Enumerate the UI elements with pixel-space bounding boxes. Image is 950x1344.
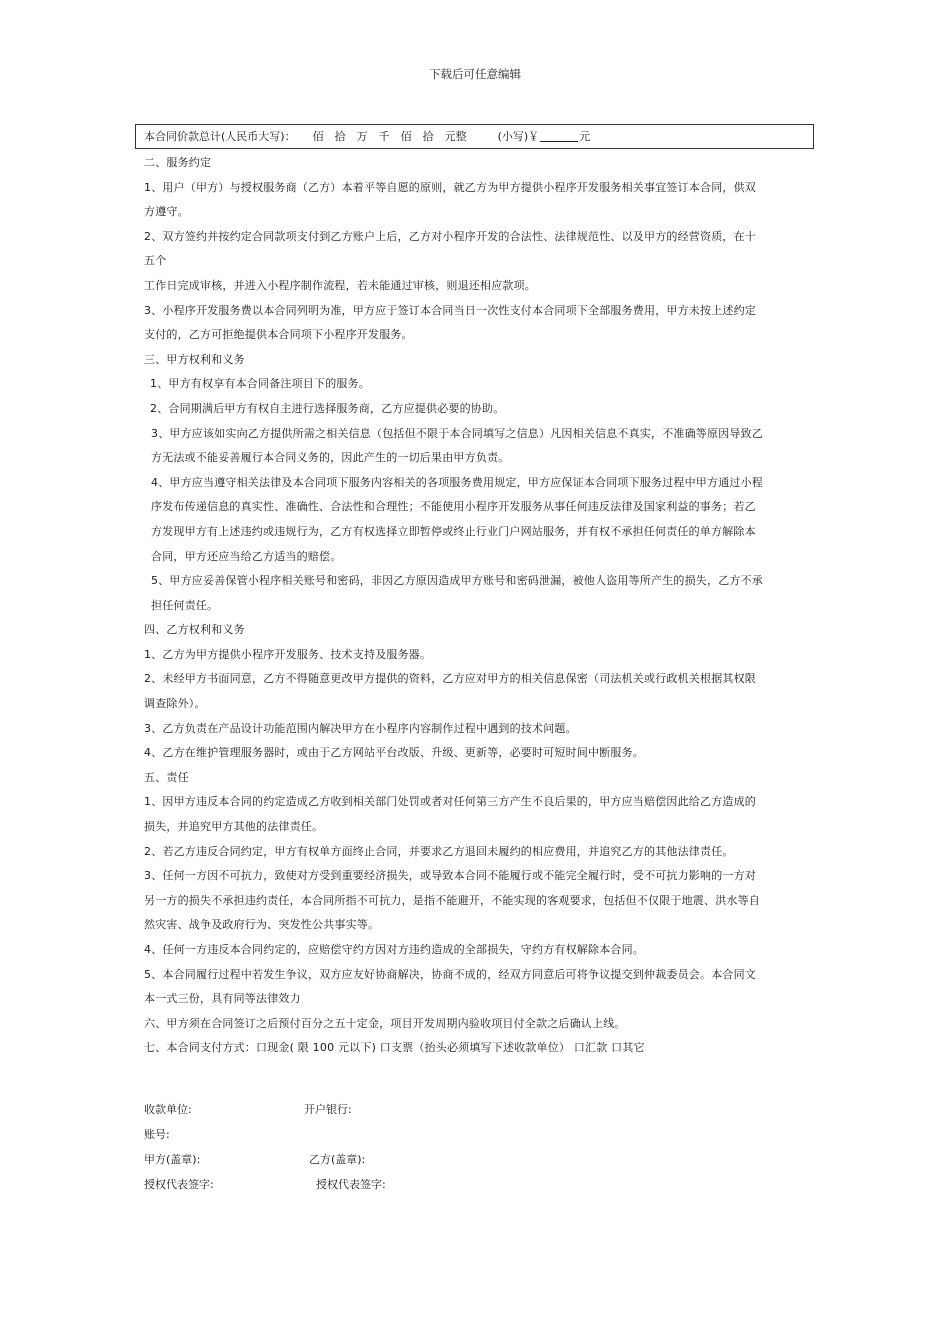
price-blank-field[interactable]: [540, 127, 578, 142]
contract-line: 2、合同期满后甲方有权自主进行选择服务商，乙方应提供必要的协助。: [150, 401, 505, 415]
contract-line: 3、任何一方因不可抗力，致使对方受到重要经济损失，或导致本合同不能履行或不能完全履行时，受不可抗力影响的一方对: [144, 869, 756, 883]
contract-line: 损失，并追究甲方其他的法律责任。: [144, 820, 324, 834]
contract-line: 3、小程序开发服务费以本合同列明为准，甲方应于签订本合同当日一次性支付本合同项下全部服务费用，甲方未按上述约定: [144, 303, 756, 317]
contract-line: 六、甲方须在合同签订之后预付百分之五十定金，项目开发周期内验收项目付全款之后确认上线。: [144, 1016, 626, 1030]
price-label: 本合同价款总计(人民币大写)：: [144, 130, 296, 143]
contract-line: 四、乙方权利和义务: [144, 623, 245, 637]
payee-label: 收款单位:: [144, 1103, 192, 1116]
contract-line: 另一方的损失不承担违约责任，本合同所指不可抗力，是指不能避开，不能实现的客观要求，包括但不仅限于地震、洪水等自: [144, 893, 760, 907]
contract-line: 七、本合同支付方式：口现金( 限 100 元以下) 口支票（抬头必须填写下述收款单位） 口汇款 口其它: [144, 1041, 645, 1055]
contract-line: 合同，甲方还应当给乙方适当的赔偿。: [151, 549, 342, 563]
party-a-seal-label: 甲方(盖章):: [144, 1153, 201, 1166]
contract-line: 1、甲方有权享有本合同备注项目下的服务。: [150, 377, 370, 391]
contract-line: 支付的，乙方可拒绝提供本合同项下小程序开发服务。: [144, 328, 413, 342]
contract-line: 序发布传递信息的真实性、准确性、合法性和合理性；不能使用小程序开发服务从事任何违反法律及国家利益的事务；若乙: [151, 500, 756, 514]
contract-line: 二、服务约定: [144, 156, 212, 169]
contract-line: 4、甲方应当遵守相关法律及本合同项下服务内容相关的各项服务费用规定，甲方应保证本合同项下服务过程中甲方通过小程: [151, 475, 763, 489]
contract-line: 方无法或不能妥善履行本合同义务的，因此产生的一切后果由甲方负责。: [151, 451, 510, 465]
contract-line: 3、乙方负责在产品设计功能范围内解决甲方在小程序内容制作过程中遇到的技术问题。: [144, 721, 577, 735]
price-small-label: (小写)￥: [497, 130, 540, 143]
contract-line: 1、用户（甲方）与授权服务商（乙方）本着平等自愿的原则，就乙方为甲方提供小程序开发服务相关事宜签订本合同，供双: [144, 180, 756, 194]
contract-line: 4、乙方在维护管理服务器时，或由于乙方网站平台改版、升级、更新等，必要时可短时间中断服务。: [144, 746, 644, 760]
contract-line: 工作日完成审核，并进入小程序制作流程，若未能通过审核，则退还相应款项。: [144, 278, 536, 292]
contract-line: 然灾害、战争及政府行为、突发性公共事实等。: [144, 918, 380, 932]
account-label: 账号:: [144, 1128, 170, 1141]
contract-line: 担任何责任。: [151, 598, 219, 612]
contract-line: 五、责任: [144, 770, 189, 784]
contract-line: 1、因甲方违反本合同的约定造成乙方收到相关部门处罚或者对任何第三方产生不良后果的，甲方应当赔偿因此给乙方造成的: [144, 795, 756, 809]
contract-line: 调查除外）。: [144, 697, 206, 711]
contract-line: 2、双方签约并按约定合同款项支付到乙方账户上后，乙方对小程序开发的合法性、法律规范性、以及甲方的经营资质，在十: [144, 229, 756, 243]
contract-line: 方发现甲方有上述违约或违规行为，乙方有权选择立即暂停或终止行业门户网站服务，并有权不承担任何责任的单方解除本: [151, 524, 756, 538]
contract-line: 三、甲方权利和义务: [144, 352, 245, 366]
contract-line: 4、任何一方违反本合同约定的，应赔偿守约方因对方违约造成的全部损失，守约方有权解除本合同。: [144, 943, 644, 956]
contract-line: 2、若乙方违反合同约定，甲方有权单方面终止合同，并要求乙方退回未履约的相应费用，并追究乙方的其他法律责任。: [144, 844, 734, 858]
contract-price-box: [135, 124, 814, 149]
contract-line: 1、乙方为甲方提供小程序开发服务、技术支持及服务器。: [144, 647, 432, 661]
contract-line: 方遵守。: [144, 205, 189, 219]
price-yuan: 元: [579, 130, 591, 143]
bank-label: 开户银行:: [304, 1103, 352, 1116]
party-b-seal-label: 乙方(盖章):: [309, 1153, 366, 1166]
contract-line: 5、本合同履行过程中若发生争议，双方应友好协商解决，协商不成的，经双方同意后可将争议提交到仲裁委员会。本合同文: [144, 967, 756, 981]
page-header: 下载后可任意编辑: [429, 67, 521, 81]
contract-body: [144, 151, 814, 1061]
contract-line: 3、甲方应该如实向乙方提供所需之相关信息（包括但不限于本合同填写之信息）凡因相关信息不真实，不准确等原因导致乙: [151, 426, 763, 440]
contract-line: 本一式三份，具有同等法律效力: [144, 992, 301, 1006]
contract-line: 2、未经甲方书面同意，乙方不得随意更改甲方提供的资料，乙方应对甲方的相关信息保密（司法机关或行政机关根据其权限: [144, 672, 756, 686]
contract-line: 五个: [144, 254, 167, 268]
price-units: 佰 拾 万 千 佰 拾 元整: [312, 130, 467, 143]
contract-line: 5、甲方应妥善保管小程序相关账号和密码，非因乙方原因造成甲方账号和密码泄漏，被他人盗用等所产生的损失，乙方不承: [151, 574, 763, 588]
rep-b-label: 授权代表签字:: [316, 1178, 386, 1191]
rep-a-label: 授权代表签字:: [144, 1178, 214, 1191]
